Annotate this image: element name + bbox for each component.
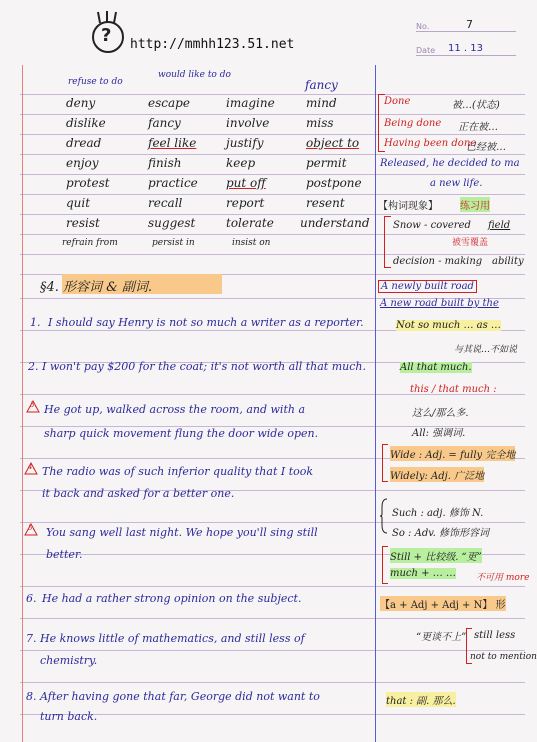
- ruled-line: [20, 94, 525, 95]
- sentence-number: 4.: [28, 463, 35, 471]
- ruled-line: [20, 522, 525, 523]
- ruled-line: [20, 234, 525, 235]
- verb-item: enjoy: [66, 156, 99, 170]
- section-title: §4. 形容词 & 副词.: [40, 280, 153, 295]
- verb-item: understand: [300, 216, 370, 230]
- sentence-line: better.: [46, 548, 83, 561]
- ruled-line: [20, 650, 525, 651]
- ruled-line: [20, 134, 525, 135]
- note-ability: ability: [492, 256, 524, 267]
- bracket-mark: [384, 216, 391, 268]
- verb-item: keep: [226, 156, 256, 170]
- note-having-been-done-cn: 已经被…: [466, 142, 506, 153]
- verb-item: practice: [148, 176, 198, 190]
- logo-antenna-icon: [96, 10, 118, 24]
- ruled-line: [20, 214, 525, 215]
- verb-item: suggest: [148, 216, 196, 230]
- page-no: 7: [466, 18, 473, 31]
- verb-item: protest: [66, 176, 110, 190]
- ruled-line: [20, 682, 525, 683]
- answer-adj-order: 【a + Adj + Adj + N】 形: [380, 596, 506, 611]
- note-new-road: A newly built road: [378, 280, 477, 293]
- sentence-line: chemistry.: [40, 654, 98, 667]
- sentence-line: sharp quick movement flung the door wide open.: [44, 427, 319, 440]
- note-being-done: Being done: [384, 118, 442, 129]
- sentence-number: 1.: [30, 316, 41, 329]
- note-new-life: a new life.: [430, 178, 483, 189]
- verb-item: mind: [306, 96, 337, 110]
- verb-col4-top: fancy: [305, 78, 338, 92]
- verb-item: finish: [148, 156, 182, 170]
- answer-that: that : 副. 那么.: [386, 692, 456, 707]
- verb-item: permit: [306, 156, 347, 170]
- verb-item: feel like: [148, 136, 197, 150]
- ruled-line: [20, 618, 525, 619]
- verb-item: involve: [226, 116, 270, 130]
- ruled-line: [20, 114, 525, 115]
- verb-item: escape: [148, 96, 190, 110]
- verb-item: fancy: [148, 116, 181, 130]
- sentence-number: 5.: [28, 524, 35, 532]
- verb-item: deny: [66, 96, 96, 110]
- note-refuse: refuse to do: [68, 77, 123, 87]
- answer-let-alone: “更谈不上”: [416, 632, 467, 643]
- sentence-line: He got up, walked across the room, and with a: [44, 403, 306, 416]
- note-would-like: would like to do: [158, 70, 231, 80]
- sentence-line: I won't pay $200 for the coat; it's not worth all that much.: [42, 360, 366, 373]
- answer-not-more: 不可用 more: [476, 573, 530, 583]
- ruled-line: [20, 194, 525, 195]
- left-margin-line: [22, 65, 23, 742]
- ruled-line: [20, 254, 525, 255]
- answer-not-to-mention: not to mention: [470, 652, 537, 662]
- verb-item: postpone: [306, 176, 362, 190]
- note-new-road-2: A new road built by the: [380, 298, 499, 309]
- note-done: Done: [384, 96, 411, 107]
- answer-not-so-much-cn: 与其说…不如说: [454, 345, 518, 355]
- sentence-line: You sang well last night. We hope you'll sing still: [46, 526, 318, 539]
- verb-item: put off: [226, 176, 266, 190]
- bracket-mark: [382, 444, 388, 482]
- note-released: Released, he decided to ma: [380, 158, 520, 169]
- sentence-line: He had a rather strong opinion on the subject.: [42, 592, 302, 605]
- verb-item: tolerate: [226, 216, 274, 230]
- answer-all-that-much: All that much.: [400, 362, 472, 373]
- verb-item: resist: [66, 216, 100, 230]
- compound-tag: 练习用: [460, 197, 490, 212]
- sentence-line: After having gone that far, George did not want to: [40, 690, 320, 703]
- answer-this-that-much: this / that much :: [410, 384, 497, 395]
- answer-all-emphasis: All: 强调词.: [412, 428, 466, 439]
- page-no-label: No.: [416, 22, 430, 31]
- bracket-mark: [382, 546, 388, 584]
- date-underline: [416, 55, 516, 56]
- date-value: 11 . 13: [448, 43, 483, 54]
- note-being-done-cn: 正在被…: [458, 122, 498, 133]
- verb-item: quit: [66, 196, 91, 210]
- verb-item: report: [226, 196, 265, 210]
- verb-item: dread: [66, 136, 102, 150]
- note-done-cn: 被…(状态): [452, 100, 500, 111]
- verb-item: resent: [306, 196, 345, 210]
- logo-icon: [92, 21, 124, 53]
- answer-so: So : Adv. 修饰形容词: [392, 528, 490, 539]
- verb-item: justify: [226, 136, 264, 150]
- sentence-number: 7.: [26, 632, 37, 645]
- answer-widely: Widely: Adj. 广泛地: [390, 467, 484, 482]
- answer-still-comparative: Still + 比较级. “更”: [390, 548, 482, 563]
- verb-item: refrain from: [62, 238, 118, 248]
- compound-title: 【构词现象】: [378, 201, 438, 212]
- verb-item: imagine: [226, 96, 275, 110]
- answer-not-so-much: Not so much … as …: [396, 320, 501, 331]
- sentence-number: 6.: [26, 592, 37, 605]
- brace-icon: [380, 498, 388, 534]
- page-no-underline: [416, 31, 516, 32]
- answer-wide: Wide : Adj. = fully 完全地: [390, 446, 515, 461]
- verb-item: recall: [148, 196, 183, 210]
- note-having-been-done: Having been done: [384, 138, 477, 149]
- date-label: Date: [416, 46, 436, 55]
- verb-item: dislike: [66, 116, 106, 130]
- ruled-line: [20, 154, 525, 155]
- verb-item: persist in: [152, 238, 195, 248]
- note-field: field: [488, 220, 511, 231]
- verb-item: insist on: [232, 238, 271, 248]
- note-snow-cn: 被雪覆盖: [452, 238, 489, 248]
- answer-much: much + … …: [390, 568, 456, 579]
- note-snow-covered: Snow - covered: [393, 220, 471, 231]
- sentence-line: turn back.: [40, 710, 98, 723]
- logo-glyph: ?: [101, 25, 112, 46]
- note-decision-making: decision - making: [393, 256, 483, 267]
- column-divider: [375, 65, 376, 742]
- sentence-number: 3.: [30, 401, 37, 409]
- sentence-number: 8.: [26, 690, 37, 703]
- sentence-line: He knows little of mathematics, and still less of: [40, 632, 305, 645]
- answer-such: Such : adj. 修饰 N.: [392, 508, 484, 519]
- site-url: http://mmhh123.51.net: [130, 37, 295, 52]
- answer-still-less: still less: [474, 630, 516, 641]
- ruled-line: [20, 174, 525, 175]
- sentence-line: The radio was of such inferior quality that I took: [42, 465, 314, 478]
- answer-this-that-much-cn: 这么/那么多.: [412, 408, 469, 419]
- verb-item: object to: [306, 136, 360, 150]
- ruled-line: [20, 586, 525, 587]
- verb-item: miss: [306, 116, 334, 130]
- sentence-line: it back and asked for a better one.: [42, 487, 235, 500]
- sentence-number: 2.: [28, 360, 39, 373]
- sentence-line: I should say Henry is not so much a writer as a reporter.: [48, 316, 364, 329]
